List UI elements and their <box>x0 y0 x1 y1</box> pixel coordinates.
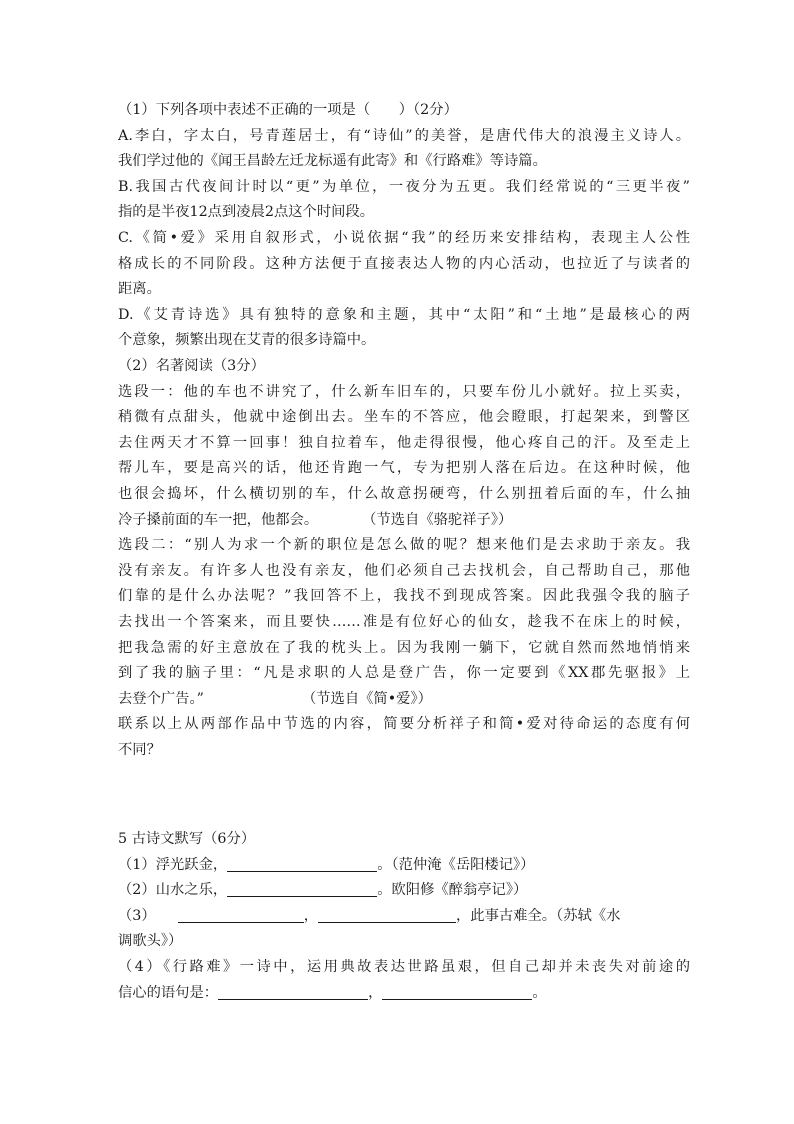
excerpt-1-text: 冷子搡前面的车一把，他都会。 <box>118 511 319 528</box>
recite-line-1 <box>118 853 690 879</box>
option-a-line-1: A.李白，字太白，号青莲居士，有“诗仙”的美誉，是唐代伟大的浪漫主义诗人。 <box>118 127 690 144</box>
recite-4-prompt: 信心的语句是： <box>118 984 219 1001</box>
reading-question-line-1: 联系以上从两部作品中节选的内容，简要分析祥子和简•爱对待命运的态度有何 <box>118 716 690 733</box>
question-5-title: 5 古诗文默写（6分） <box>118 831 256 847</box>
question-2-stem: （2）名著阅读（3分） <box>118 358 265 374</box>
excerpt-1-line: 去住两天才不算一回事！独自拉着车，他走得很慢，他心疼自己的汗。及至走上 <box>118 434 690 451</box>
recite-4-blank-a[interactable] <box>218 982 368 1000</box>
excerpt-1-last-line <box>118 508 690 534</box>
excerpt-1-line: 稍微有点甜头，他就中途倒出去。坐车的不答应，他会瞪眼，打起架来，到警区 <box>118 409 690 426</box>
recite-4-end: 。 <box>532 984 547 1001</box>
recite-line-4: （4）《行路难》一诗中，运用典故表达世路虽艰，但自己却并未丧失对前途的 <box>118 958 690 975</box>
question-5-recitation <box>118 827 690 1006</box>
recite-line-3-cont: 调歌头》） <box>118 933 183 950</box>
recite-3-separator: ， <box>303 907 318 924</box>
excerpt-1-source: （节选自《骆驼祥子》） <box>362 511 513 528</box>
excerpt-2-line: 没有亲友。有许多人也没有亲友，他们必须自己去找机会，自己帮助自己，那他 <box>118 562 690 579</box>
recite-1-suffix: 。（范仲淹《岳阳楼记》） <box>377 856 535 873</box>
option-a-line-2: 我们学过他的《闻王昌龄左迁龙标遥有此寄》和《行路难》等诗篇。 <box>118 153 547 170</box>
question-1-choice <box>118 98 690 354</box>
recite-2-prompt: （2）山水之乐， <box>118 882 228 899</box>
option-d-line-1: D.《艾青诗选》具有独特的意象和主题，其中“太阳”和“土地”是最核心的两 <box>118 306 690 323</box>
recite-3-suffix: ，此事古难全。（苏轼《水 <box>456 907 621 924</box>
excerpt-1-line: 选段一：他的车也不讲究了，什么新车旧车的，只要车份儿小就好。拉上买卖， <box>118 383 690 400</box>
excerpt-2-line: 把我急需的好主意放在了我的枕头上。因为我刚一躺下，它就自然而然地悄悄来 <box>118 639 690 656</box>
recite-line-4-cont <box>118 981 690 1007</box>
recite-4-separator: ， <box>368 984 383 1001</box>
excerpt-1-line: 也很会捣坏，什么横切别的车，什么故意拐硬弯，什么别扭着后面的车，什么抽 <box>118 485 690 502</box>
excerpt-2-line: 们靠的是什么办法呢？”我回答不上，我找不到现成答案。因此我强令我的脑子 <box>118 588 690 605</box>
option-c-line-2: 格成长的不同阶段。这种方法便于直接表达人物的内心活动，也拉近了与读者的 <box>118 255 690 272</box>
recite-2-suffix: 。欧阳修《醉翁亭记》） <box>377 882 528 899</box>
excerpt-2-line: 到了我的脑子里：“凡是求职的人总是登广告，你一定要到《XX郡先驱报》上 <box>118 665 690 682</box>
excerpt-2-line: 选段二：“别人为求一个新的职位是怎么做的呢？想来他们是去求助于亲友。我 <box>118 537 690 554</box>
option-d-line-2: 个意象，频繁出现在艾青的很多诗篇中。 <box>118 332 376 349</box>
excerpt-2-line: 去找出一个答案来，而且要快……准是有位好心的仙女，趁我不在床上的时候， <box>118 613 690 630</box>
option-b-line-2: 指的是半夜12点到凌晨2点这个时间段。 <box>118 204 375 221</box>
answer-space <box>118 790 690 826</box>
recite-3-prompt: （3） <box>118 907 156 924</box>
recite-line-3 <box>118 904 690 930</box>
excerpt-2-source: （节选自《简•爱》） <box>301 690 432 707</box>
recite-3-blank-a[interactable] <box>178 905 304 923</box>
reading-question-line-2: 不同？ <box>118 741 161 758</box>
recite-line-2 <box>118 878 690 904</box>
excerpt-2-text: 去登个广告。” <box>118 690 204 707</box>
excerpt-1-line: 帮儿车，要是高兴的话，他还肯跑一气，专为把别人落在后边。在这种时候，他 <box>118 460 690 477</box>
recite-4-blank-b[interactable] <box>382 982 532 1000</box>
recite-1-blank[interactable] <box>227 854 377 872</box>
recite-1-prompt: （1）浮光跃金， <box>118 856 228 873</box>
question-1-stem: （1）下列各项中表述不正确的一项是（ ）（2分） <box>118 102 458 118</box>
excerpt-2-last-line <box>118 687 690 713</box>
recite-2-blank[interactable] <box>227 879 377 897</box>
option-c-line-3: 距离。 <box>118 281 161 298</box>
option-b-line-1: B.我国古代夜间计时以“更”为单位，一夜分为五更。我们经常说的“三更半夜” <box>118 178 690 195</box>
recite-3-blank-b[interactable] <box>318 905 456 923</box>
option-c-line-1: C.《简•爱》采用自叙形式，小说依据“我”的经历来安排结构，表现主人公性 <box>118 229 690 246</box>
question-2-reading <box>118 354 690 764</box>
